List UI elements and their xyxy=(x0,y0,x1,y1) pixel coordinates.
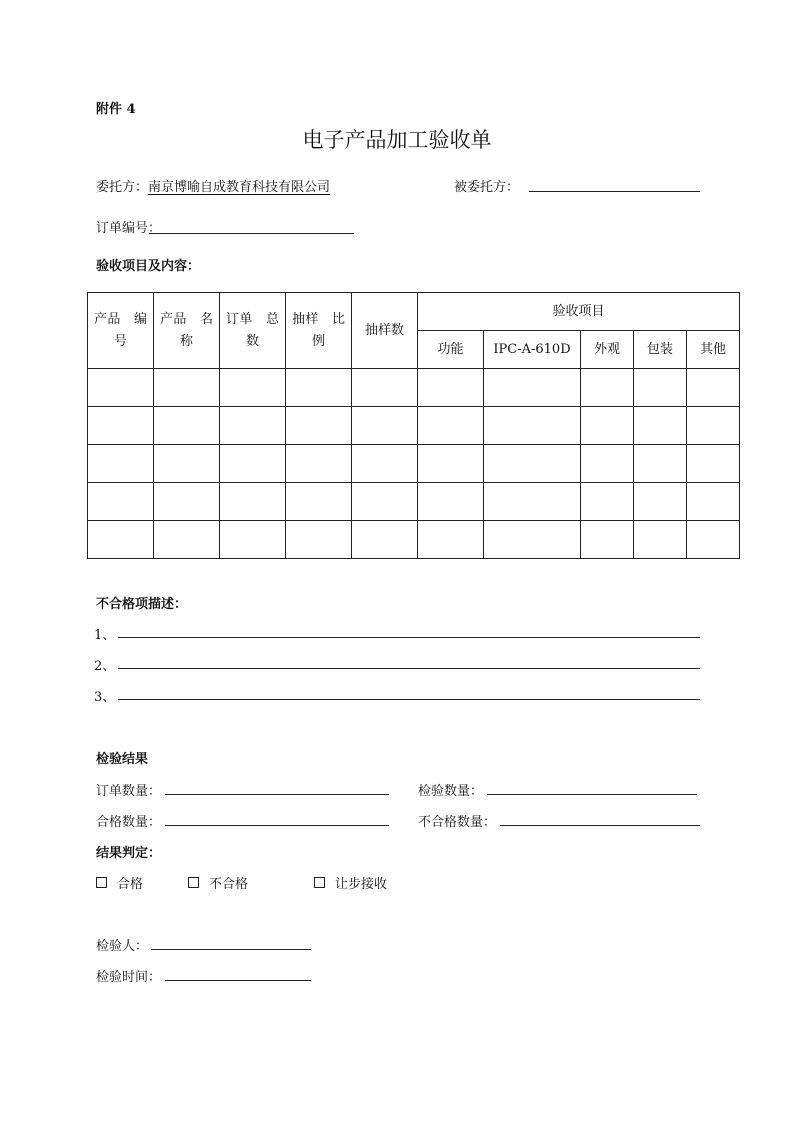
client-field xyxy=(96,176,330,195)
section-items-heading: 验收项目及内容： xyxy=(96,259,201,274)
inspect-qty-line[interactable] xyxy=(487,794,697,795)
table-cell[interactable] xyxy=(220,369,286,407)
table-cell[interactable] xyxy=(581,369,634,407)
table-cell[interactable] xyxy=(581,407,634,445)
inspect-time-line[interactable] xyxy=(165,980,311,981)
table-cell[interactable] xyxy=(581,445,634,483)
option-pass-label: 合格 xyxy=(117,877,144,892)
order-qty-line[interactable] xyxy=(165,794,389,795)
pass-qty-line[interactable] xyxy=(165,825,389,826)
table-cell[interactable] xyxy=(220,445,286,483)
header-appearance: 外观 xyxy=(581,331,634,369)
table-cell[interactable] xyxy=(154,483,220,521)
table-cell[interactable] xyxy=(634,521,687,559)
header-inspection-group: 验收项目 xyxy=(418,293,740,331)
header-ipc: IPC-A-610D xyxy=(484,331,581,369)
nonconformity-item-2-label: 2、 xyxy=(94,659,116,674)
table-cell[interactable] xyxy=(352,483,418,521)
option-concession-label: 让步接收 xyxy=(335,877,388,892)
table-row xyxy=(88,445,740,483)
fail-qty-line[interactable] xyxy=(500,825,700,826)
table-cell[interactable] xyxy=(286,369,352,407)
table-cell[interactable] xyxy=(634,483,687,521)
nonconformity-item-1-line[interactable] xyxy=(118,637,700,638)
inspect-time-label: 检验时间： xyxy=(96,970,162,985)
table-cell[interactable] xyxy=(581,521,634,559)
table-cell[interactable] xyxy=(154,369,220,407)
nonconformity-item-3-label: 3、 xyxy=(94,690,116,705)
table-cell[interactable] xyxy=(154,521,220,559)
table-cell[interactable] xyxy=(418,483,484,521)
header-sample-count: 抽样数 xyxy=(352,293,418,369)
table-row xyxy=(88,407,740,445)
attachment-label: 附件 4 xyxy=(96,102,136,117)
result-heading: 检验结果 xyxy=(96,752,149,767)
option-fail[interactable] xyxy=(188,873,248,892)
checkbox-icon[interactable] xyxy=(188,877,199,888)
table-cell[interactable] xyxy=(220,483,286,521)
table-cell[interactable] xyxy=(484,407,581,445)
table-cell[interactable] xyxy=(418,407,484,445)
fail-qty-label: 不合格数量： xyxy=(418,815,497,830)
table-cell[interactable] xyxy=(286,445,352,483)
option-fail-label: 不合格 xyxy=(209,877,249,892)
table-cell[interactable] xyxy=(687,407,740,445)
table-cell[interactable] xyxy=(88,521,154,559)
client-label: 委托方： xyxy=(96,180,149,195)
table-cell[interactable] xyxy=(154,407,220,445)
table-cell[interactable] xyxy=(634,445,687,483)
table-cell[interactable] xyxy=(634,407,687,445)
nonconformity-heading: 不合格项描述： xyxy=(96,597,188,612)
table-cell[interactable] xyxy=(352,407,418,445)
header-packaging: 包装 xyxy=(634,331,687,369)
order-qty-label: 订单数量： xyxy=(96,784,162,799)
contractor-label: 被委托方： xyxy=(454,180,520,195)
table-cell[interactable] xyxy=(687,445,740,483)
table-cell[interactable] xyxy=(88,483,154,521)
header-order-total: 订单 总 数 xyxy=(220,293,286,369)
table-cell[interactable] xyxy=(88,369,154,407)
table-cell[interactable] xyxy=(418,445,484,483)
nonconformity-item-2-line[interactable] xyxy=(118,668,700,669)
inspection-table xyxy=(87,292,740,559)
table-cell[interactable] xyxy=(352,445,418,483)
table-cell[interactable] xyxy=(484,445,581,483)
inspector-label: 检验人： xyxy=(96,939,149,954)
judgement-heading: 结果判定： xyxy=(96,846,162,861)
inspector-line[interactable] xyxy=(151,949,311,950)
table-cell[interactable] xyxy=(634,369,687,407)
header-function: 功能 xyxy=(418,331,484,369)
inspect-qty-label: 检验数量： xyxy=(418,784,484,799)
client-value[interactable]: 南京博喻自成教育科技有限公司 xyxy=(148,180,331,195)
header-product-name: 产品 名 称 xyxy=(154,293,220,369)
table-cell[interactable] xyxy=(286,483,352,521)
nonconformity-item-3-line[interactable] xyxy=(118,699,700,700)
table-cell[interactable] xyxy=(687,483,740,521)
header-sample-ratio: 抽样 比 例 xyxy=(286,293,352,369)
table-cell[interactable] xyxy=(484,369,581,407)
table-row xyxy=(88,369,740,407)
option-concession[interactable] xyxy=(314,873,387,892)
header-product-no: 产品 编 号 xyxy=(88,293,154,369)
option-pass[interactable] xyxy=(96,873,143,892)
table-cell[interactable] xyxy=(484,521,581,559)
table-cell[interactable] xyxy=(286,407,352,445)
table-row xyxy=(88,483,740,521)
table-cell[interactable] xyxy=(88,445,154,483)
contractor-line[interactable] xyxy=(529,191,700,192)
table-cell[interactable] xyxy=(220,521,286,559)
checkbox-icon[interactable] xyxy=(96,877,107,888)
table-cell[interactable] xyxy=(352,521,418,559)
nonconformity-item-1-label: 1、 xyxy=(94,628,116,643)
table-cell[interactable] xyxy=(352,369,418,407)
table-cell[interactable] xyxy=(154,445,220,483)
order-no-line[interactable] xyxy=(149,233,354,234)
table-row xyxy=(88,521,740,559)
table-cell[interactable] xyxy=(220,407,286,445)
table-cell[interactable] xyxy=(286,521,352,559)
header-other: 其他 xyxy=(687,331,740,369)
table-cell[interactable] xyxy=(581,483,634,521)
table-cell[interactable] xyxy=(687,369,740,407)
pass-qty-label: 合格数量： xyxy=(96,815,162,830)
checkbox-icon[interactable] xyxy=(314,877,325,888)
order-no-label: 订单编号： xyxy=(96,221,162,236)
table-cell[interactable] xyxy=(484,483,581,521)
table-cell[interactable] xyxy=(418,369,484,407)
table-cell[interactable] xyxy=(88,407,154,445)
table-cell[interactable] xyxy=(418,521,484,559)
page-title: 电子产品加工验收单 xyxy=(302,128,492,152)
table-cell[interactable] xyxy=(687,521,740,559)
